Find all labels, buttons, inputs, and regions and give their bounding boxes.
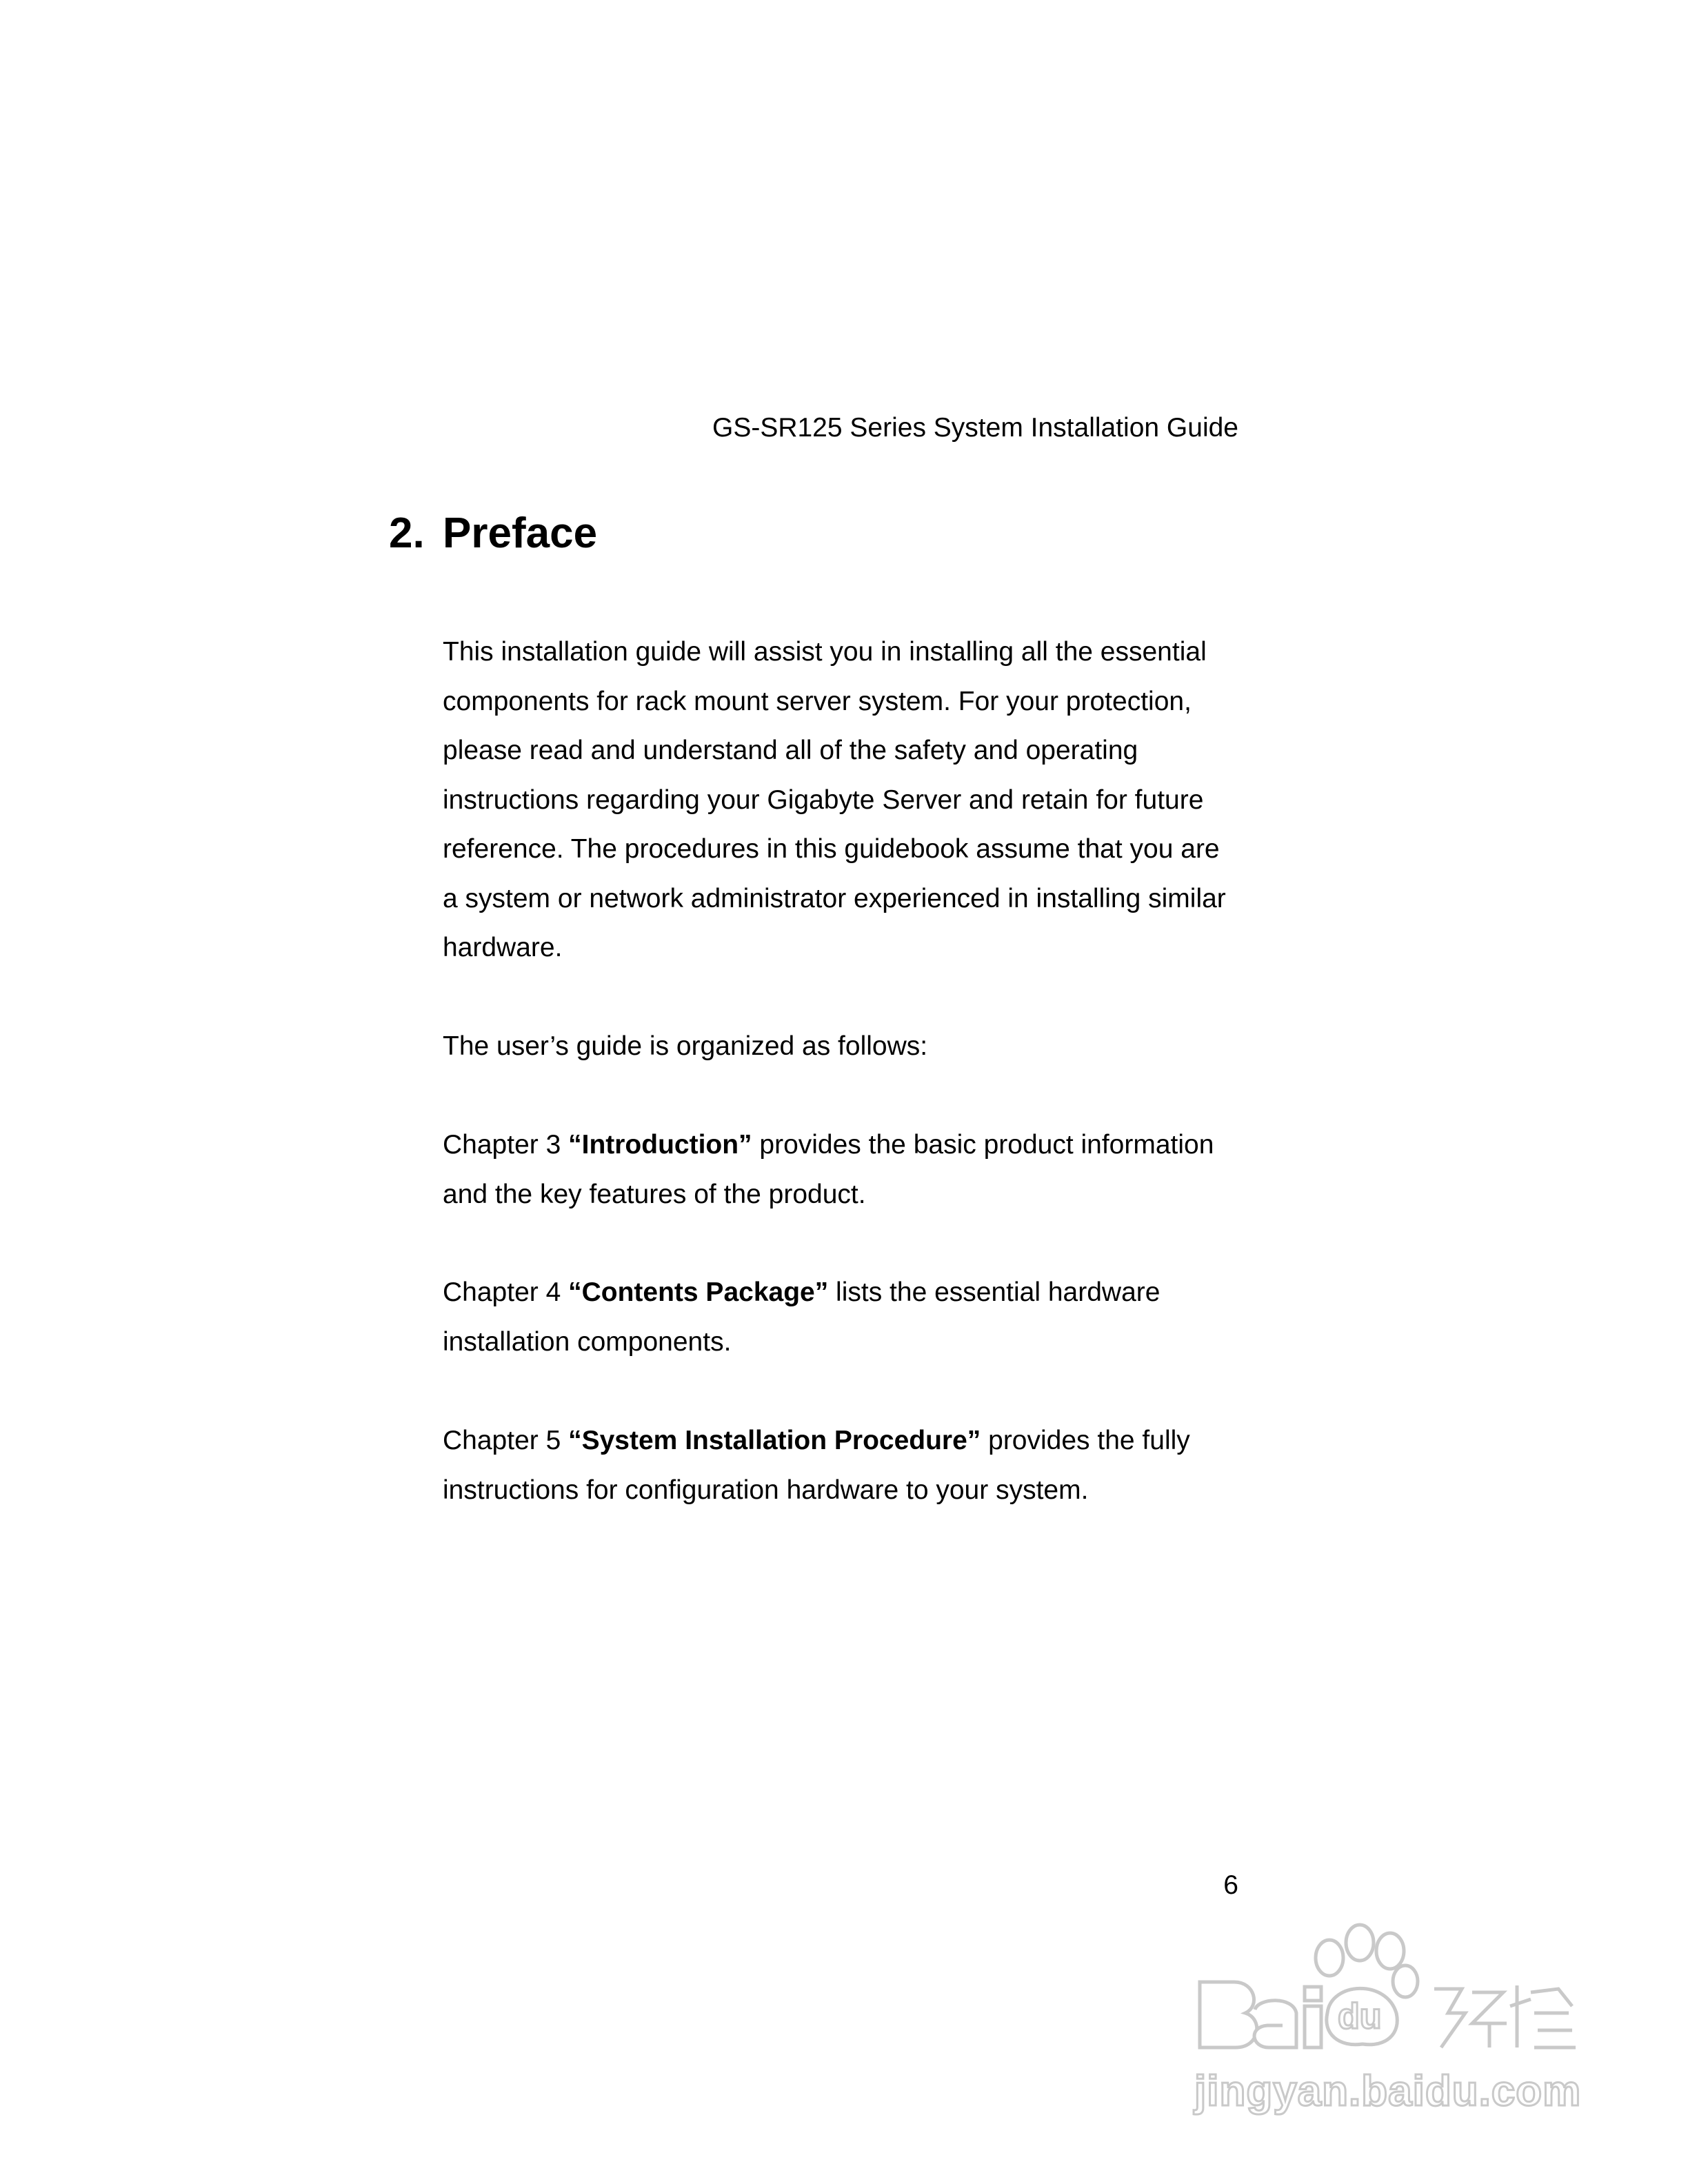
chapter-description: provides the basic product information bbox=[752, 1130, 1214, 1160]
baidu-watermark bbox=[1186, 1910, 1586, 2116]
running-header: GS-SR125 Series System Installation Guide bbox=[712, 413, 1238, 443]
svg-text:du: du bbox=[1338, 1996, 1382, 2036]
chapter-5-paragraph bbox=[443, 1416, 1298, 1515]
organization-text: The user’s guide is organized as follows: bbox=[443, 1031, 928, 1061]
chapter-line bbox=[443, 1268, 1298, 1317]
intro-line: reference. The procedures in this guidebook assume that you are bbox=[443, 834, 1220, 864]
chapter-title: “Contents Package” bbox=[568, 1277, 829, 1307]
chapter-3-paragraph bbox=[443, 1120, 1298, 1219]
section-title: Preface bbox=[443, 509, 598, 557]
chapter-prefix: Chapter 4 bbox=[443, 1277, 569, 1307]
section-heading bbox=[389, 506, 597, 561]
intro-paragraph bbox=[443, 627, 1298, 973]
organization-paragraph bbox=[443, 1022, 1298, 1071]
chapter-description-continued: and the key features of the product. bbox=[443, 1179, 866, 1209]
chapter-line bbox=[443, 1416, 1298, 1466]
chapter-title: “System Installation Procedure” bbox=[568, 1426, 981, 1455]
page-number: 6 bbox=[1223, 1870, 1238, 1900]
chapter-prefix: Chapter 5 bbox=[443, 1426, 569, 1455]
chapter-description-continued: installation components. bbox=[443, 1326, 732, 1357]
chapter-description-continued: instructions for configuration hardware to your system. bbox=[443, 1475, 1089, 1505]
watermark-url: jingyan.baidu.com bbox=[1194, 2067, 1582, 2115]
chapter-description: provides the fully bbox=[981, 1426, 1190, 1455]
section-number: 2. bbox=[389, 509, 425, 557]
intro-line: This installation guide will assist you in installing all the essential bbox=[443, 637, 1207, 667]
intro-line: please read and understand all of the safety and operating bbox=[443, 736, 1138, 765]
chapter-prefix: Chapter 3 bbox=[443, 1130, 569, 1160]
baidu-logo-icon bbox=[1186, 1910, 1586, 2068]
intro-line: a system or network administrator experienced in installing similar bbox=[443, 883, 1226, 913]
chapter-title: “Introduction” bbox=[568, 1130, 752, 1160]
intro-line: hardware. bbox=[443, 933, 563, 962]
intro-line: components for rack mount server system. For your protection, bbox=[443, 686, 1192, 716]
intro-line: instructions regarding your Gigabyte Server and retain for future bbox=[443, 785, 1204, 815]
chapter-line bbox=[443, 1120, 1298, 1170]
chapter-description: lists the essential hardware bbox=[828, 1277, 1160, 1307]
chapter-4-paragraph bbox=[443, 1268, 1298, 1366]
